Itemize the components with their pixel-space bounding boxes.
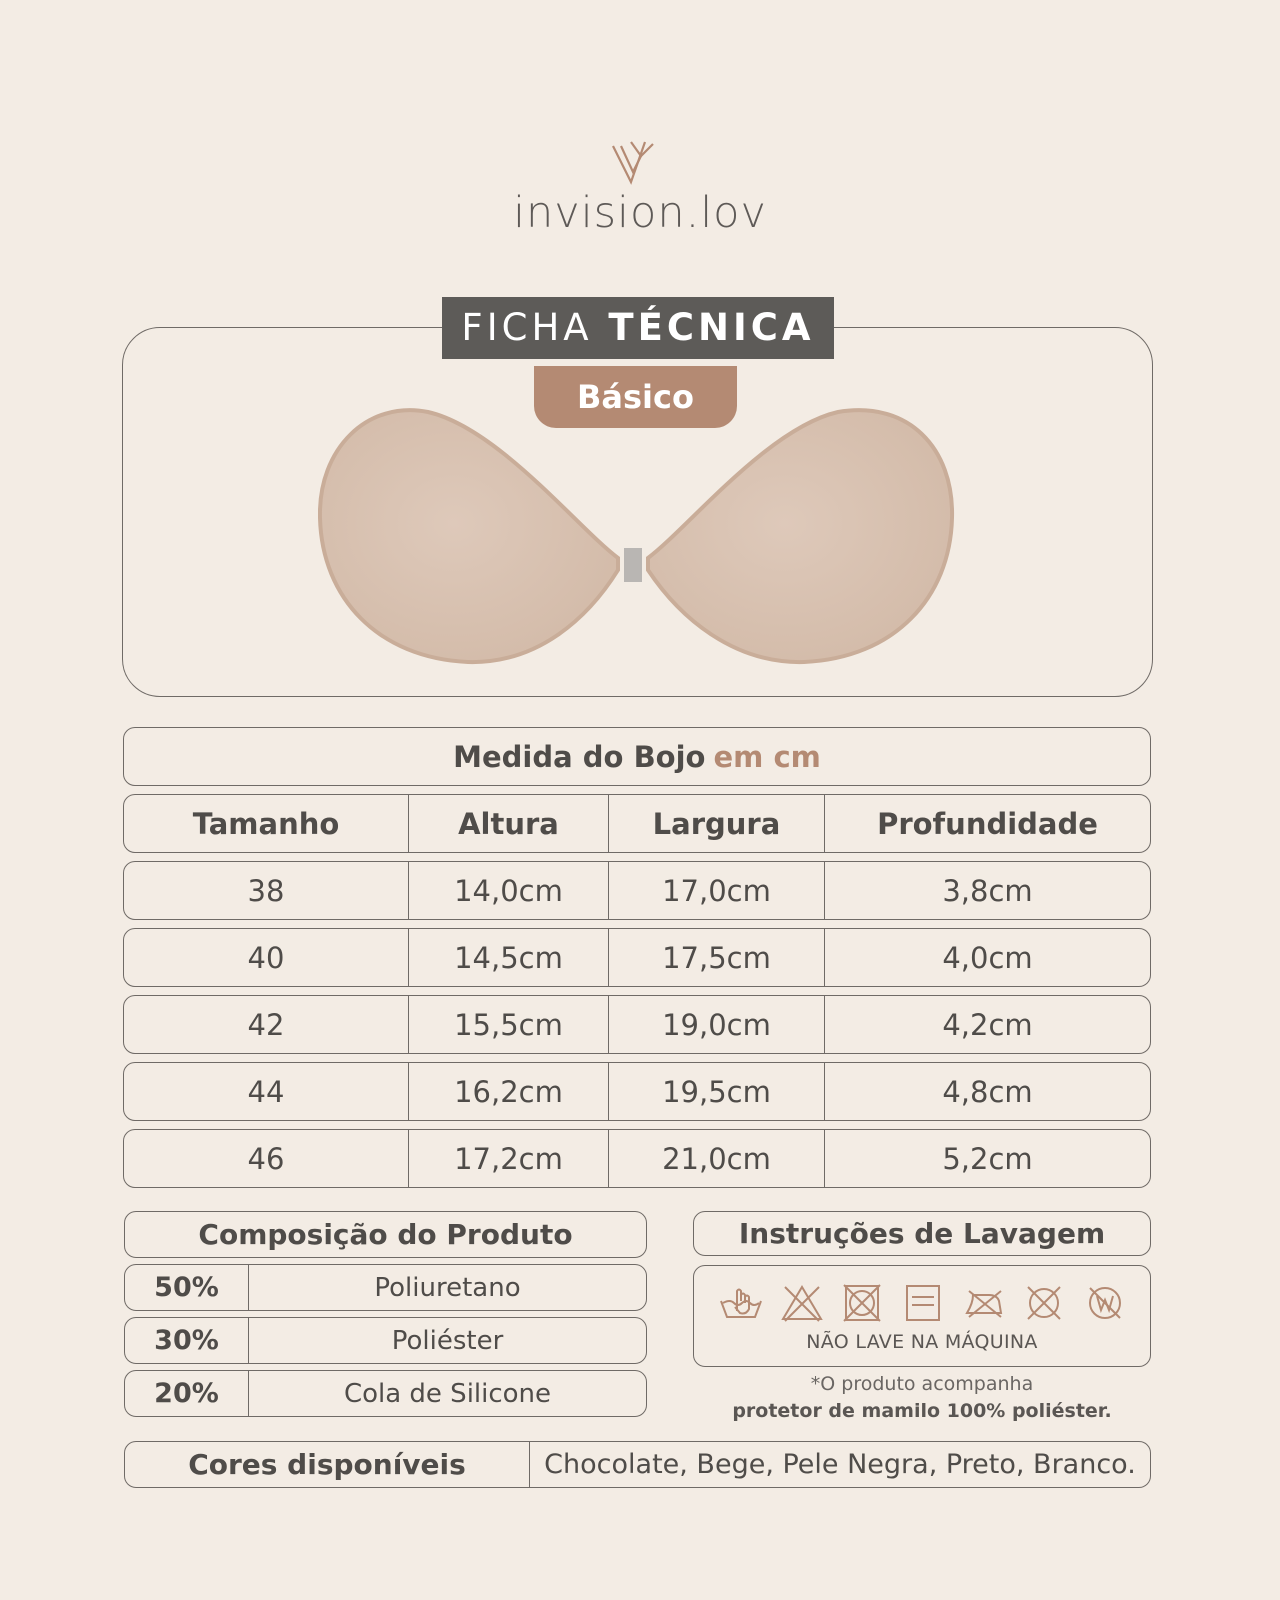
no-dry-clean-icon: [1021, 1283, 1067, 1323]
title-bold: TÉCNICA: [608, 306, 815, 349]
table-cell: 16,2cm: [409, 1063, 609, 1120]
table-cell: 15,5cm: [409, 996, 609, 1053]
title-light: FICHA: [461, 306, 593, 349]
table-row: [123, 928, 1151, 987]
available-colors-value: Chocolate, Bege, Pele Negra, Preto, Branco.: [544, 1449, 1136, 1480]
composition-row: [124, 1370, 647, 1417]
product-note-bold: protetor de mamilo 100% poliéster.: [732, 1400, 1112, 1422]
column-header: Altura: [409, 795, 609, 852]
composition-percent: 20%: [125, 1371, 249, 1416]
table-cell: 4,0cm: [942, 940, 1033, 975]
table-cell: 44: [124, 1063, 409, 1120]
composition-percent: 50%: [125, 1265, 249, 1310]
table-row: [123, 861, 1151, 920]
table-row: [123, 1062, 1151, 1121]
column-header: Largura: [609, 795, 825, 852]
page-title: [442, 297, 834, 359]
variant-badge: Básico: [534, 366, 737, 428]
table-cell: 38: [124, 862, 409, 919]
column-header: Profundidade: [877, 806, 1098, 841]
dry-flat-icon: [900, 1283, 946, 1323]
table-row: [123, 1129, 1151, 1188]
no-bleach-icon: [779, 1283, 825, 1323]
composition-row: [124, 1264, 647, 1311]
table-cell: 40: [124, 929, 409, 986]
table-cell: 21,0cm: [609, 1130, 825, 1187]
table-cell: 17,5cm: [609, 929, 825, 986]
table-cell: 3,8cm: [942, 873, 1033, 908]
table-cell: 5,2cm: [942, 1141, 1033, 1176]
table-cell: 19,0cm: [609, 996, 825, 1053]
hand-wash-icon: [718, 1283, 764, 1323]
washing-icons: [718, 1283, 1128, 1323]
measure-title-text: Medida do Bojo: [453, 739, 706, 774]
table-cell: 17,2cm: [409, 1130, 609, 1187]
available-colors-row: [124, 1441, 1151, 1488]
measure-title: [123, 727, 1151, 786]
composition-percent: 30%: [125, 1318, 249, 1363]
washing-title: Instruções de Lavagem: [738, 1217, 1106, 1250]
no-wet-clean-icon: [1082, 1283, 1128, 1323]
composition-material: Poliuretano: [374, 1272, 521, 1303]
composition-title: Composição do Produto: [198, 1218, 573, 1251]
table-cell: 14,5cm: [409, 929, 609, 986]
brand-name: invision.lov: [513, 188, 767, 238]
product-note: *O produto acompanha: [810, 1373, 1034, 1395]
washing-instruction: NÃO LAVE NA MÁQUINA: [806, 1331, 1038, 1353]
available-colors-label: Cores disponíveis: [125, 1442, 530, 1487]
table-cell: 4,2cm: [942, 1007, 1033, 1042]
composition-material: Poliéster: [391, 1325, 504, 1356]
no-tumble-dry-icon: [839, 1283, 885, 1323]
table-cell: 4,8cm: [942, 1074, 1033, 1109]
table-cell: 17,0cm: [609, 862, 825, 919]
column-header: Tamanho: [124, 795, 409, 852]
table-header: [123, 794, 1151, 853]
no-iron-icon: [961, 1283, 1007, 1323]
table-cell: 19,5cm: [609, 1063, 825, 1120]
composition-row: [124, 1317, 647, 1364]
bra-illustration: [318, 408, 958, 668]
table-cell: 42: [124, 996, 409, 1053]
composition-material: Cola de Silicone: [343, 1378, 552, 1409]
table-cell: 46: [124, 1130, 409, 1187]
table-cell: 14,0cm: [409, 862, 609, 919]
front-clasp: [624, 548, 642, 582]
measure-title-unit: em cm: [713, 739, 821, 774]
v-monogram-icon: [611, 136, 655, 186]
table-row: [123, 995, 1151, 1054]
